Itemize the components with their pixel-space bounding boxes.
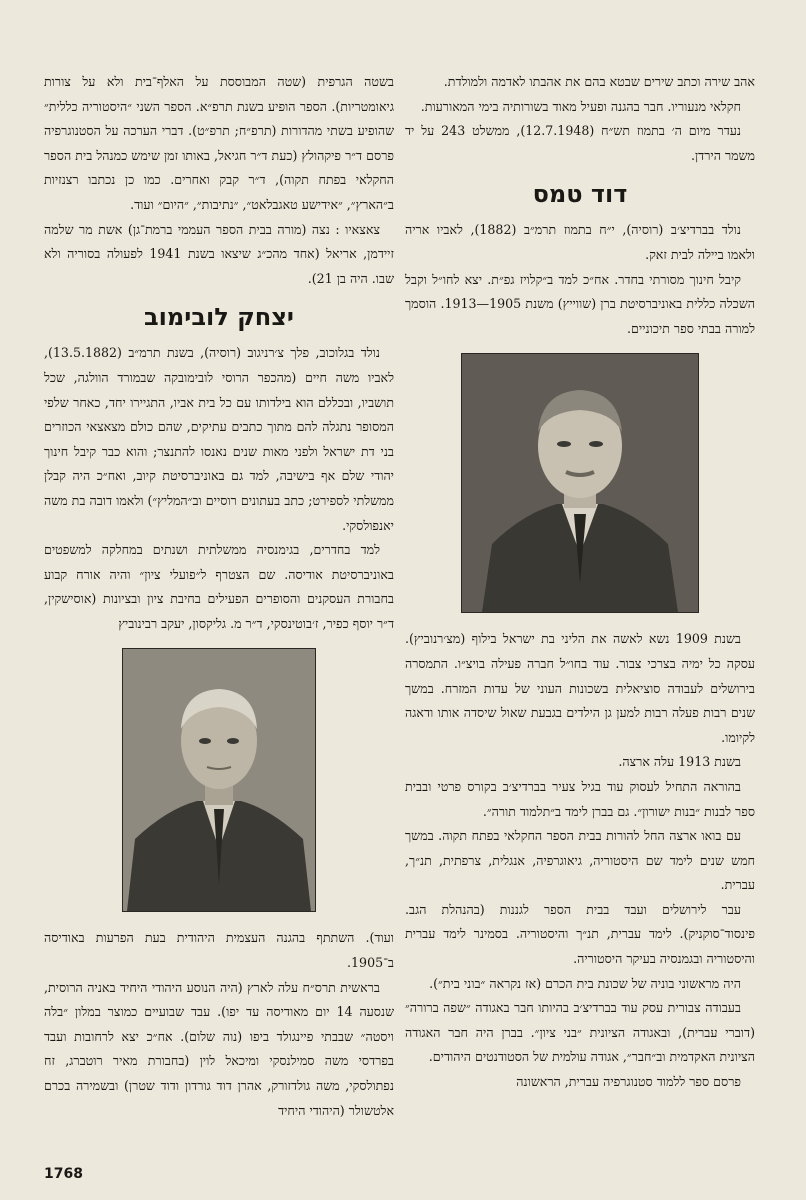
paragraph: בשטה הגרפית (שטה המבוססת על האלף־בית ולא על צורות גיאומטריות). הספר הופיע בשנת תרפ״א. הספר השני ״היסטוריה כללית״ שהופיע בשתי מהדורות (תרפ״ח; תרפ״ט). דברי הערכה על הסטנוגרפיה פרסם ד״ר פיקהולץ (כעת ד״ר חגיאל, באותו זמן שימש כמנהל בית הספר החקלאי בפתח תקוה), ד״ר קבק ואחרים. כמו כן נכתבו רצנזיות ב״הארץ״, ״אידישע טאגבלאט״, ״נתיבות״, ״היום״ ועוד. [44, 74, 394, 212]
page-number: 1768 [44, 1166, 83, 1182]
paragraph: למד בחדרים, בגימנסיה ממשלתית ושנתים במחלקה למשפטים באוניברסיטת אודיסה. שם הצטרף ל״פועלי ציון״ והיה אורח קבוע בחבורת העסקנים והסופרים הפעילים בחיבת ציון ובציונות (אוסישקין, ד״ר יוסף כפיר, ז׳בוטינסקי, ד״ר מ. גליקסון, יעקב רבינוביץ [44, 542, 394, 631]
paragraph: פרסם ספר ללמוד סטנוגרפיה עברית, הראשונה [516, 1074, 741, 1090]
paragraph: ועוד). השתתף בהגנה העצמית היהודית בעת הפרעות באודיסה ב־1905. [44, 930, 394, 971]
paragraph: בהוראה התחיל לעסוק עוד בגיל צעיר בברדיצ׳ב בקורס פרטי ובבית ספר לבנות ״בנות ישורון״. גם בברן לימד ב״תלמוד תורה״. [405, 778, 755, 819]
right-column [405, 70, 755, 1095]
biography-heading-lubimov: יצחק לובימוב [144, 303, 294, 332]
paragraph: בעבודה צבורית עסק עוד בברדיצ׳ב בהיותו חבר באגודה ״שפה ברורה״ (דוברי עברית), ובאגודה הציונית ״בני ציון״. בברן היה חבר האגודה הציונית האקדמית וב״חבר״, אגודה עולמית של הסטודנטים היהודים. [405, 1000, 755, 1065]
paragraph: עם בואו ארצה החל להורות בבית הספר החקלאי בפתח תקוה. במשך חמש שנים לימד שם היסטוריה, גיאוגרפיה, אנגלית, צרפתית, תנ״ך, עברית. [405, 828, 755, 893]
paragraph: חקלאי מנעוריו. חבר בהגנה ופעיל מאוד בשורותיה בימי המאורעות. [420, 98, 741, 114]
paragraph: קיבל חינוך מסורתי בחדר. אח״כ למד ב״קלויז גפ״ת. יצא לחו״ל וקבל השכלה כללית באוניברסיטת ברן (שווייץ) משנת 1905—1913. הוסמך למורה בבתי ספר תיכוניים. [405, 271, 755, 336]
paragraph: בשנת 1913 עלה ארצה. [618, 754, 741, 770]
paragraph: עבר לירושלים ועבד בבית הספר לגננות (בהנהלת הגב. פינסוד־סוקניק). לימד עברית, תנ״ך והיסטוריה. בסמינר לימד עברית והיסטוריה ובגמנסיה בעיקר היסטוריה. [405, 901, 755, 967]
portrait-photo-tams [461, 353, 699, 613]
paragraph: נולד בברדיצ׳ב (רוסיה), י״ח בתמוז תרמ״ב (1882), לאביו אריה ולאמו ביילה לבית זאק. [405, 222, 755, 262]
left-column [44, 70, 394, 1123]
paragraph: בשנת 1909 נשא לאשה את הליני בת ישראל בילוף (מצ׳רנוביץ). עסקה כל ימיה בצרכי צבור. עוד בחו״ל חברה פעילה בויצ״ו. התמסרה בירושלים לעבודה סוציאלית בשכונות העוני של עדות המזרח. במשך שנים רבות פעלה רבות למען גן הילדים בגבעת שאול שיסדה אותו ודאגה לקיומו. [405, 631, 755, 745]
paragraph: היה מראשוני בוניה של שכונת בית הכרם (אז נקראה ״בוני בית״). [429, 975, 741, 991]
portrait-photo-icon [123, 649, 315, 911]
paragraph: צאצאיו : נצה (מורה בבית הספר העממי ברמת־גן) אשת מר שלמה זיידמן, אריאל (אחד מהכ״ג שיצאו בשנת 1941 לפעולה בסוריה ולא שבו. היה בן 21). [44, 221, 394, 286]
portrait-photo-lubimov [122, 648, 316, 912]
paragraph: אהב שירה וכתב שירים שבטא בהם את אהבתו לאדמה ולמולדת. [443, 74, 755, 89]
paragraph: נולד בגלוכוב, פלך צ׳רניגוב (רוסיה), בשנת תרמ״ב (13.5.1882), לאביו משה חיים (מהכפר הרוסי לובימובקה שבמורד הוולגה, שכל תושביו, ובכללם הוא בילדותו עם כל בית אביו, התגיירו יחד, כאחר שלפי המסופר נתגלה להם מתוך כתבים עתיקים, שהם כולם מצאצאי הכוזרים בני דת ישראל ולפני מאות שנים נאנסו להתנצר; והוא כבר קיבל חינוך יהודי שלם אף בישיבה, למד גם באוניברסיטת קיוב, ואח״כ היה קבלן ממשלתי לספירט; כתב בעתונים רוסיים וב״המליץ״) ולאמו דובה בת משה יאנפולסקי. [44, 345, 394, 533]
paragraph: בראשית תרס״ח עלה לארץ (היה הנוסע היהודי היחיד באניה הרוסית, שנסעה 14 יום מאודיסה עד יפו). עבד שבועיים כמוצר במלון ״בלה ויסטה״ שבבתי פיינגולד ביפו (נוה שלום). אח״כ יצא לרחובות ועבד בפרדסי משה סמילנסקי ומיכאל לוין (בחבורת מאיר רוטברג, זח נפתולסקי, משה גולדזורק, אהרן דוד גורדון ודוד שטרן) ובשמירה בכרם אלטשולר (היהודי היחיד [44, 979, 394, 1118]
paragraph: נעדר מיום ה׳ בתמוז תש״ח (12.7.1948), ממשלט 243 על יד משמר הירדן. [405, 123, 755, 163]
portrait-photo-icon [462, 354, 698, 612]
biography-heading-tams: דוד טמס [532, 180, 628, 209]
